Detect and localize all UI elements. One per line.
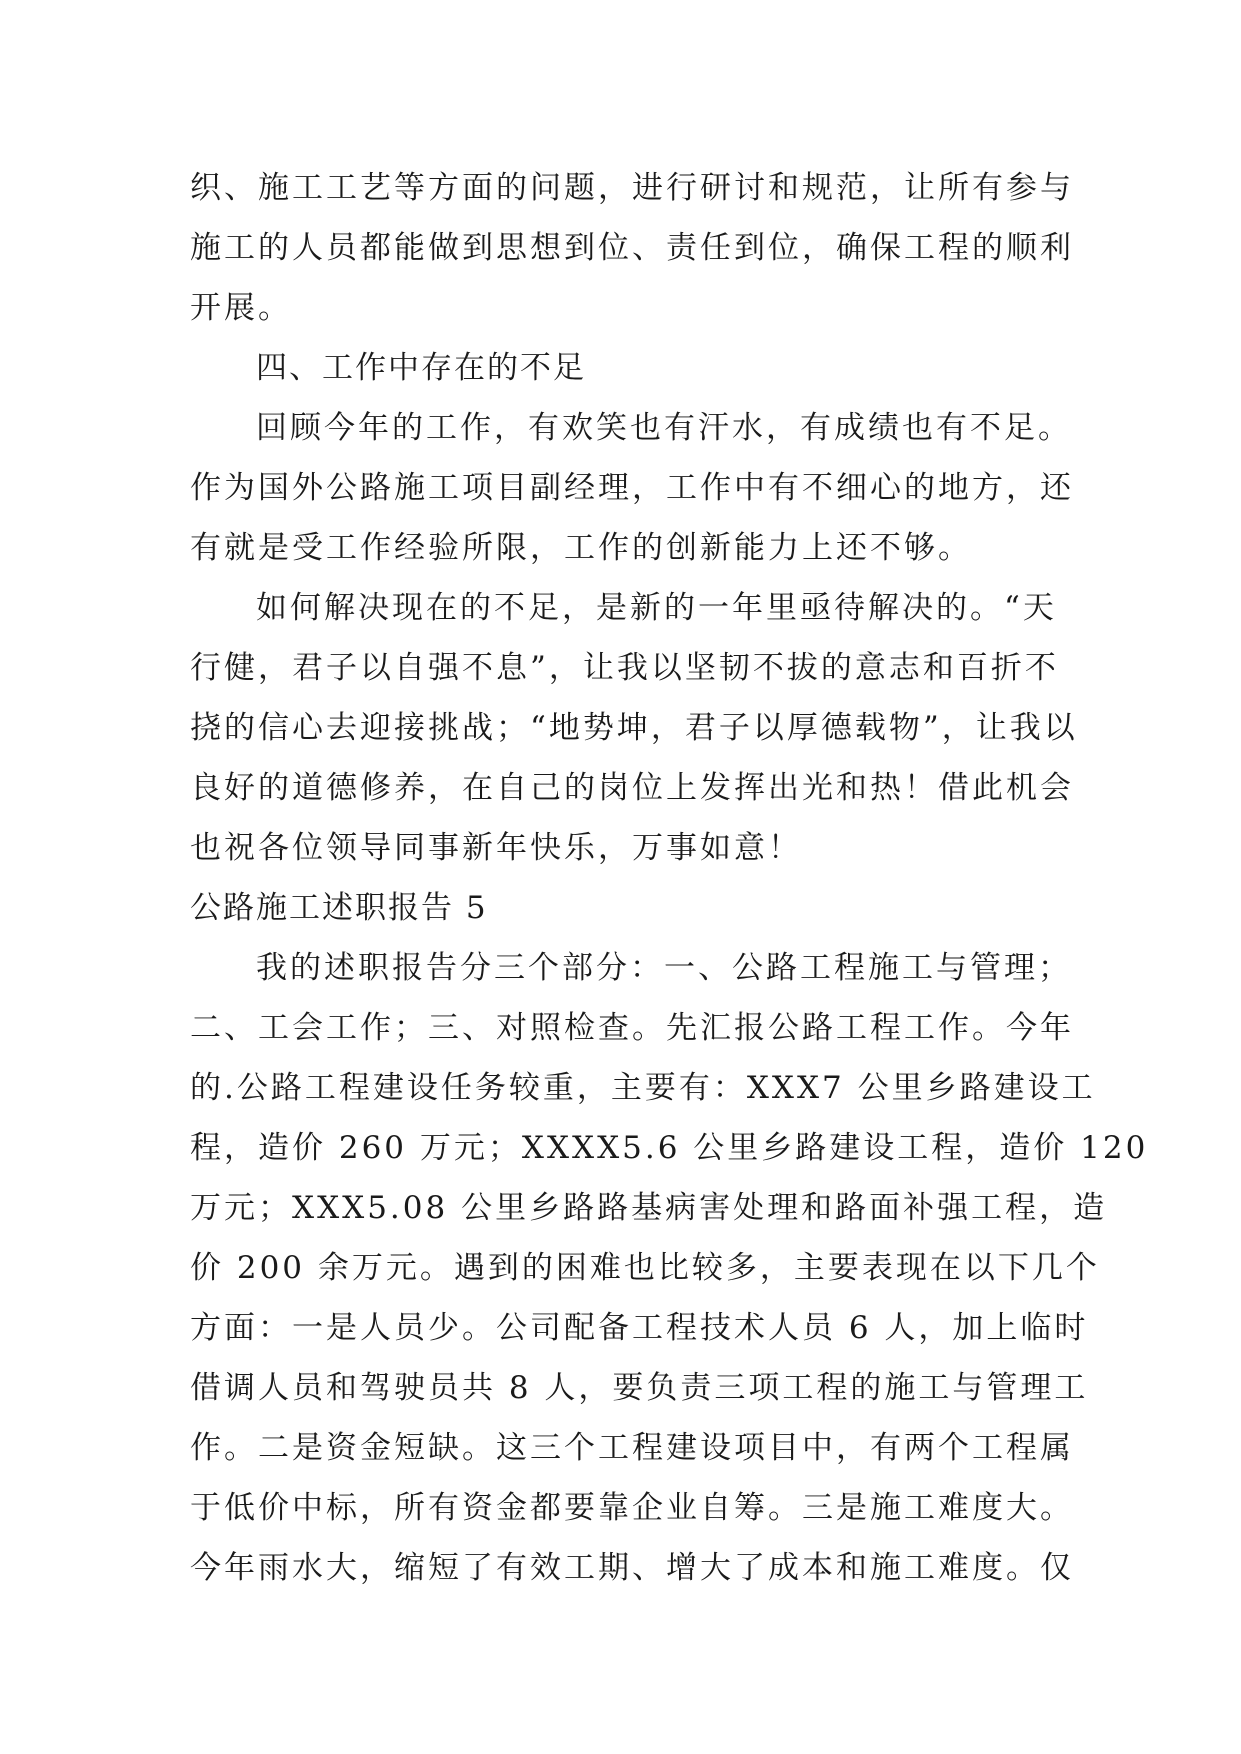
text-line: 借调人员和驾驶员共 8 人，要负责三项工程的施工与管理工 [190,1370,1089,1406]
section-heading: 四、工作中存在的不足 [256,350,586,386]
text-line: 良好的道德修养，在自己的岗位上发挥出光和热！借此机会 [190,770,1074,806]
text-line: 也祝各位领导同事新年快乐，万事如意！ [190,830,802,866]
text-line: 万元；XXX5.08 公里乡路路基病害处理和路面补强工程，造 [190,1190,1108,1226]
text-line: 施工的人员都能做到思想到位、责任到位，确保工程的顺利 [190,230,1074,266]
document-body [190,158,1149,1598]
text-line: 的.公路工程建设任务较重，主要有：XXX7 公里乡路建设工 [190,1070,1096,1106]
text-line: 价 200 余万元。遇到的困难也比较多，主要表现在以下几个 [190,1250,1100,1286]
text-line: 挠的信心去迎接挑战；“地势坤，君子以厚德载物”，让我以 [190,710,1078,746]
text-line: 开展。 [190,290,292,326]
text-line: 行健，君子以自强不息”，让我以坚韧不拔的意志和百折不 [190,650,1059,686]
text-line: 程，造价 260 万元；XXXX5.6 公里乡路建设工程，造价 120 [190,1130,1149,1166]
text-line: 于低价中标，所有资金都要靠企业自筹。三是施工难度大。 [190,1490,1074,1526]
text-line: 回顾今年的工作，有欢笑也有汗水，有成绩也有不足。 [256,410,1072,446]
text-line: 方面：一是人员少。公司配备工程技术人员 6 人，加上临时 [190,1310,1089,1346]
text-line: 织、施工工艺等方面的问题，进行研讨和规范，让所有参与 [190,170,1074,206]
text-line: 有就是受工作经验所限，工作的创新能力上还不够。 [190,530,972,566]
text-line: 今年雨水大，缩短了有效工期、增大了成本和施工难度。仅 [190,1550,1074,1586]
report-title: 公路施工述职报告 5 [190,890,488,926]
text-line: 二、工会工作；三、对照检查。先汇报公路工程工作。今年 [190,1010,1074,1046]
text-line: 我的述职报告分三个部分：一、公路工程施工与管理； [256,950,1072,986]
text-line: 如何解决现在的不足，是新的一年里亟待解决的。“天 [256,590,1057,626]
text-line: 作为国外公路施工项目副经理，工作中有不细心的地方，还 [190,470,1074,506]
text-line: 作。二是资金短缺。这三个工程建设项目中，有两个工程属 [190,1430,1074,1466]
